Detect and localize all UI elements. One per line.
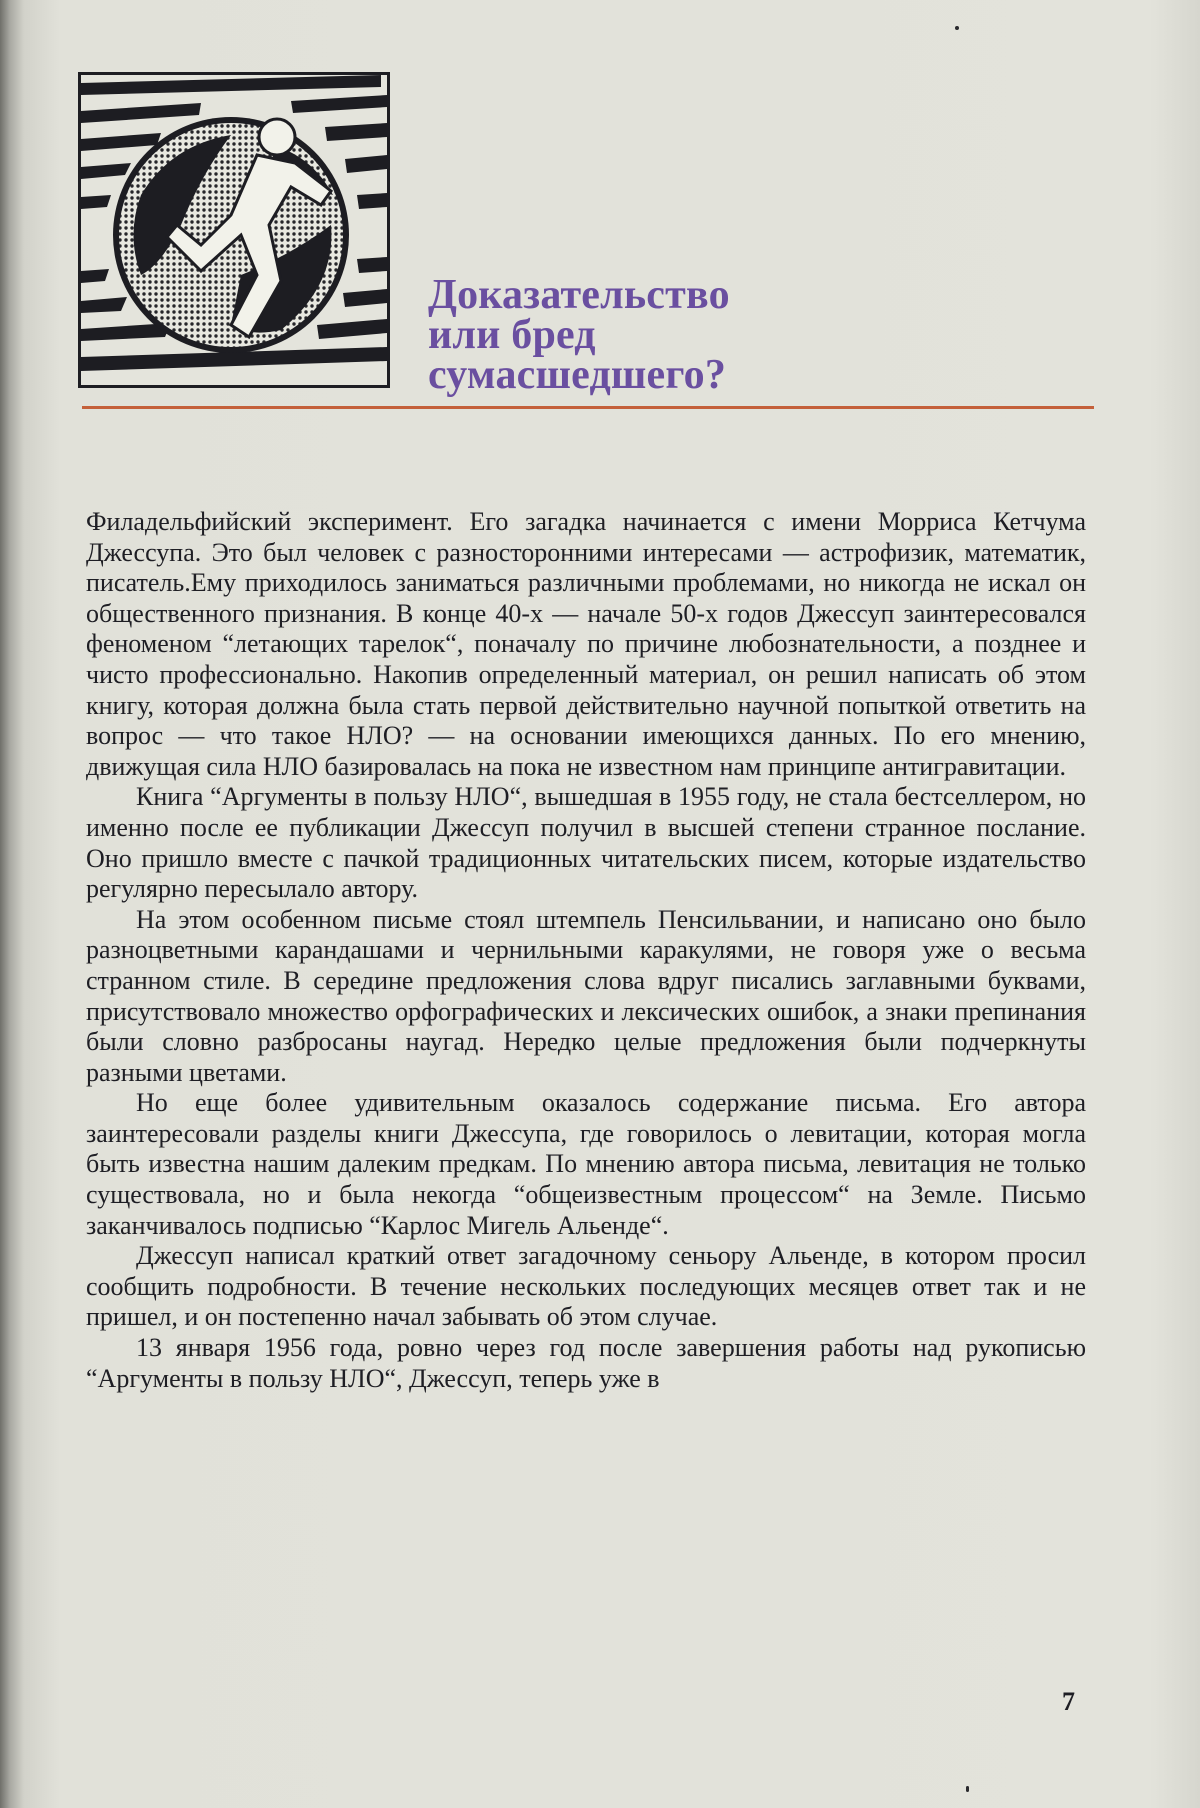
page-number: 7 bbox=[1062, 1687, 1075, 1716]
paragraph-1: Филадельфийский эксперимент. Его загадка начинается с имени Морриса Кетчума Джессупа. Это был человек с разносторонними интересами — астрофизик, математик, писатель.Ему приходилось заниматься различными проблемами, но никогда не искал он общественного признания. В конце 40-х — начале 50-х годов Джессуп заинтересовался феноменом “летающих тарелок“, поначалу по причине любознательности, а позднее и чисто профессионально. Накопив определенный материал, он решил написать об этом книгу, которая должна была стать первой действительно научной попыткой ответить на вопрос — что такое НЛО? — на основании имеющихся данных. По его мнению, движущая сила НЛО базировалась на пока не известном нам принципе антигравитации. bbox=[86, 507, 1086, 781]
paragraph-4: Но еще более удивительным оказалось содержание письма. Его автора заинтересовали разделы книги Джессупа, где говорилось о левитации, которая могла быть известна нашим далеким предкам. По мнению автора письма, левитация не только существовала, но и была некогда “общеизвестным процессом“ на Земле. Письмо заканчивалось подписью “Карлос Мигель Альенде“. bbox=[86, 1088, 1086, 1240]
print-speck bbox=[966, 1786, 969, 1792]
chapter-title bbox=[428, 272, 948, 398]
paragraph-5: Джессуп написал краткий ответ загадочному сеньору Альенде, в котором просил сообщить подробности. В течение нескольких последующих месяцев ответ так и не пришел, и он постепенно начал забывать об этом случае. bbox=[86, 1241, 1086, 1332]
title-divider bbox=[82, 406, 1094, 409]
paragraph-3: На этом особенном письме стоял штемпель Пенсильвании, и написано оно было разноцветными карандашами и чернильными каракулями, не говоря уже о весьма странном стиле. В середине предложения слова вдруг писались заглавными буквами, присутствовало множество орфографических и лексических ошибок, а знаки препинания были словно разбросаны наугад. Нередко целые предложения были подчеркнуты разными цветами. bbox=[86, 904, 1086, 1087]
paragraph-6: 13 января 1956 года, ровно через год после завершения работы над рукописью “Аргументы в пользу НЛО“, Джессуп, теперь уже в bbox=[86, 1333, 1086, 1393]
globe-with-running-figure-icon bbox=[81, 75, 387, 385]
chapter-title-line-2: или бред bbox=[428, 312, 596, 358]
print-speck bbox=[955, 26, 959, 30]
chapter-title-line-3: сумасшедшего? bbox=[428, 352, 727, 398]
paragraph-2: Книга “Аргументы в пользу НЛО“, вышедшая в 1955 году, не стала бестселлером, но именно после ее публикации Джессуп получил в высшей степени странное послание. Оно пришло вместе с пачкой традиционных читательских писем, которые издательство регулярно пересылало автору. bbox=[86, 782, 1086, 904]
chapter-emblem bbox=[78, 72, 390, 388]
chapter-title-line-1: Доказательство bbox=[428, 272, 730, 318]
article-body bbox=[86, 507, 1086, 1394]
